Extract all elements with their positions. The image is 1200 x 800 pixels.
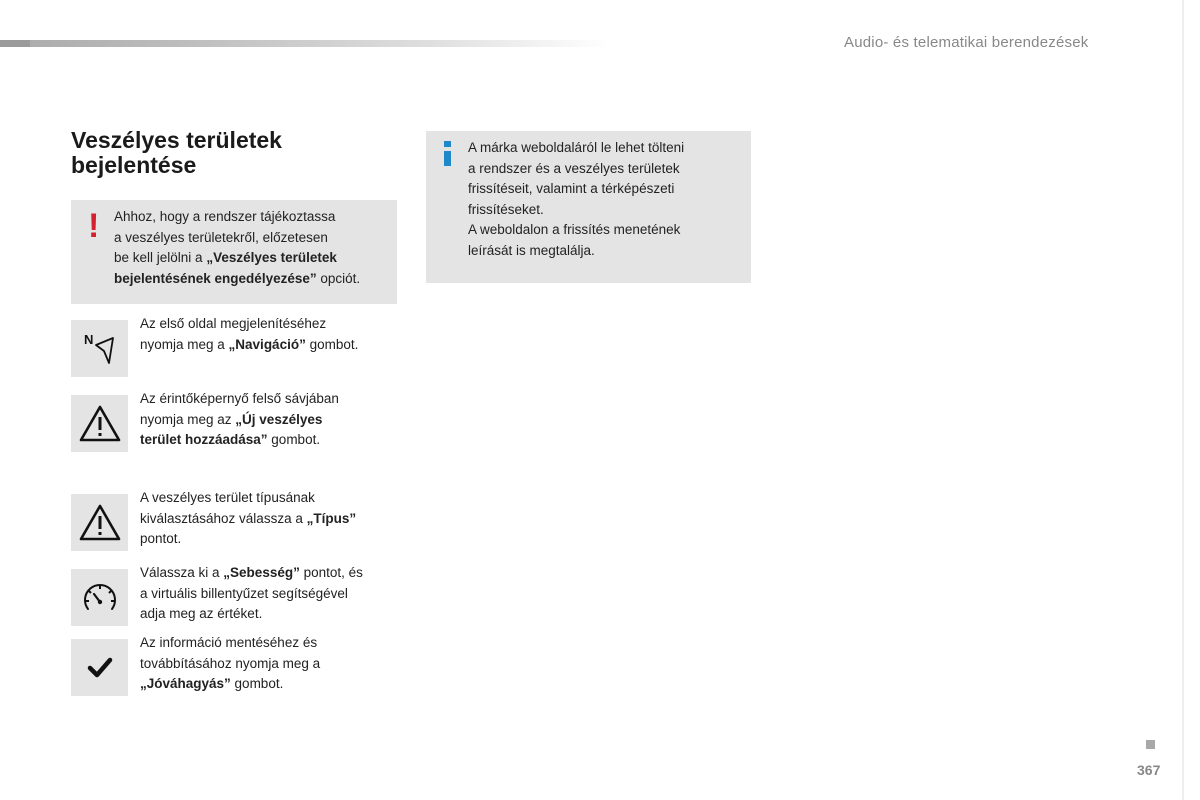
- info-line: frissítéseit, valamint a térképészeti: [468, 181, 675, 196]
- info-line: A márka weboldaláról le lehet tölteni: [468, 140, 685, 155]
- step-line: gombot.: [230, 676, 284, 691]
- step-line: gombot.: [305, 336, 359, 352]
- warning-line: opciót.: [316, 270, 361, 286]
- navigation-arrow-icon: [71, 320, 128, 377]
- section-header: Audio- és telematikai berendezések: [844, 34, 1089, 51]
- step-line: nyomja meg a: [140, 336, 229, 352]
- title-line-2: bejelentése: [71, 152, 197, 178]
- warning-triangle-icon: [71, 395, 128, 452]
- step-button-name: „Navigáció”: [228, 336, 306, 352]
- warning-line: a veszélyes területekről, előzetesen: [114, 229, 328, 245]
- step-text: [140, 563, 402, 625]
- svg-text:N: N: [83, 331, 93, 347]
- info-icon: [442, 141, 452, 169]
- warning-line: Ahhoz, hogy a rendszer tájékoztassa: [114, 209, 336, 224]
- warning-line: be kell jelölni a: [114, 250, 207, 265]
- step-line: továbbításához nyomja meg a: [140, 655, 321, 671]
- step-line: a virtuális billentyűzet segítségével: [140, 585, 348, 601]
- step-button-name: terület hozzáadása”: [140, 432, 268, 447]
- step-button-name: „Típus”: [306, 510, 357, 526]
- info-text: [468, 138, 743, 261]
- info-line: frissítéseket.: [468, 201, 544, 217]
- step-button-name: „Új veszélyes: [235, 411, 323, 427]
- step-line: Az első oldal megjelenítéséhez: [140, 316, 327, 331]
- page-number: 367: [1137, 762, 1161, 778]
- step-line: nyomja meg az: [140, 411, 236, 427]
- exclamation-icon: !: [88, 207, 100, 245]
- step-line: pontot, és: [299, 565, 363, 580]
- title-line-1: Veszélyes területek: [71, 127, 282, 153]
- warning-option-name: „Veszélyes területek: [206, 250, 337, 265]
- step-line: adja meg az értéket.: [140, 606, 263, 621]
- header-decor-bar-dark: [0, 40, 30, 47]
- info-box: [426, 131, 751, 283]
- warning-box: [71, 200, 397, 304]
- step-line: pontot.: [140, 531, 182, 546]
- page-corner-mark: [1146, 740, 1155, 749]
- header-decor-bar: [0, 40, 610, 47]
- step-line: Az érintőképernyő felső sávjában: [140, 391, 339, 406]
- page-edge-rule: [1182, 0, 1184, 800]
- warning-option-name: bejelentésének engedélyezése”: [114, 270, 317, 286]
- step-button-name: „Jóváhagyás”: [140, 676, 231, 691]
- step-line: gombot.: [267, 432, 321, 447]
- info-line: a rendszer és a veszélyes területek: [468, 160, 680, 176]
- speedometer-icon: [71, 569, 128, 626]
- checkmark-icon: [71, 639, 128, 696]
- step-line: Válassza ki a: [140, 565, 224, 580]
- step-text: [140, 389, 402, 451]
- step-text: [140, 314, 402, 355]
- step-line: Az információ mentéséhez és: [140, 635, 318, 650]
- step-button-name: „Sebesség”: [223, 565, 300, 580]
- step-line: A veszélyes terület típusának: [140, 490, 315, 505]
- page-title: [71, 128, 401, 178]
- warning-triangle-icon: [71, 494, 128, 551]
- step-text: [140, 633, 402, 695]
- info-line: leírását is megtalálja.: [468, 242, 595, 258]
- step-text: [140, 488, 402, 550]
- step-line: kiválasztásához válassza a: [140, 510, 307, 526]
- warning-text: [114, 207, 392, 289]
- info-line: A weboldalon a frissítés menetének: [468, 222, 681, 237]
